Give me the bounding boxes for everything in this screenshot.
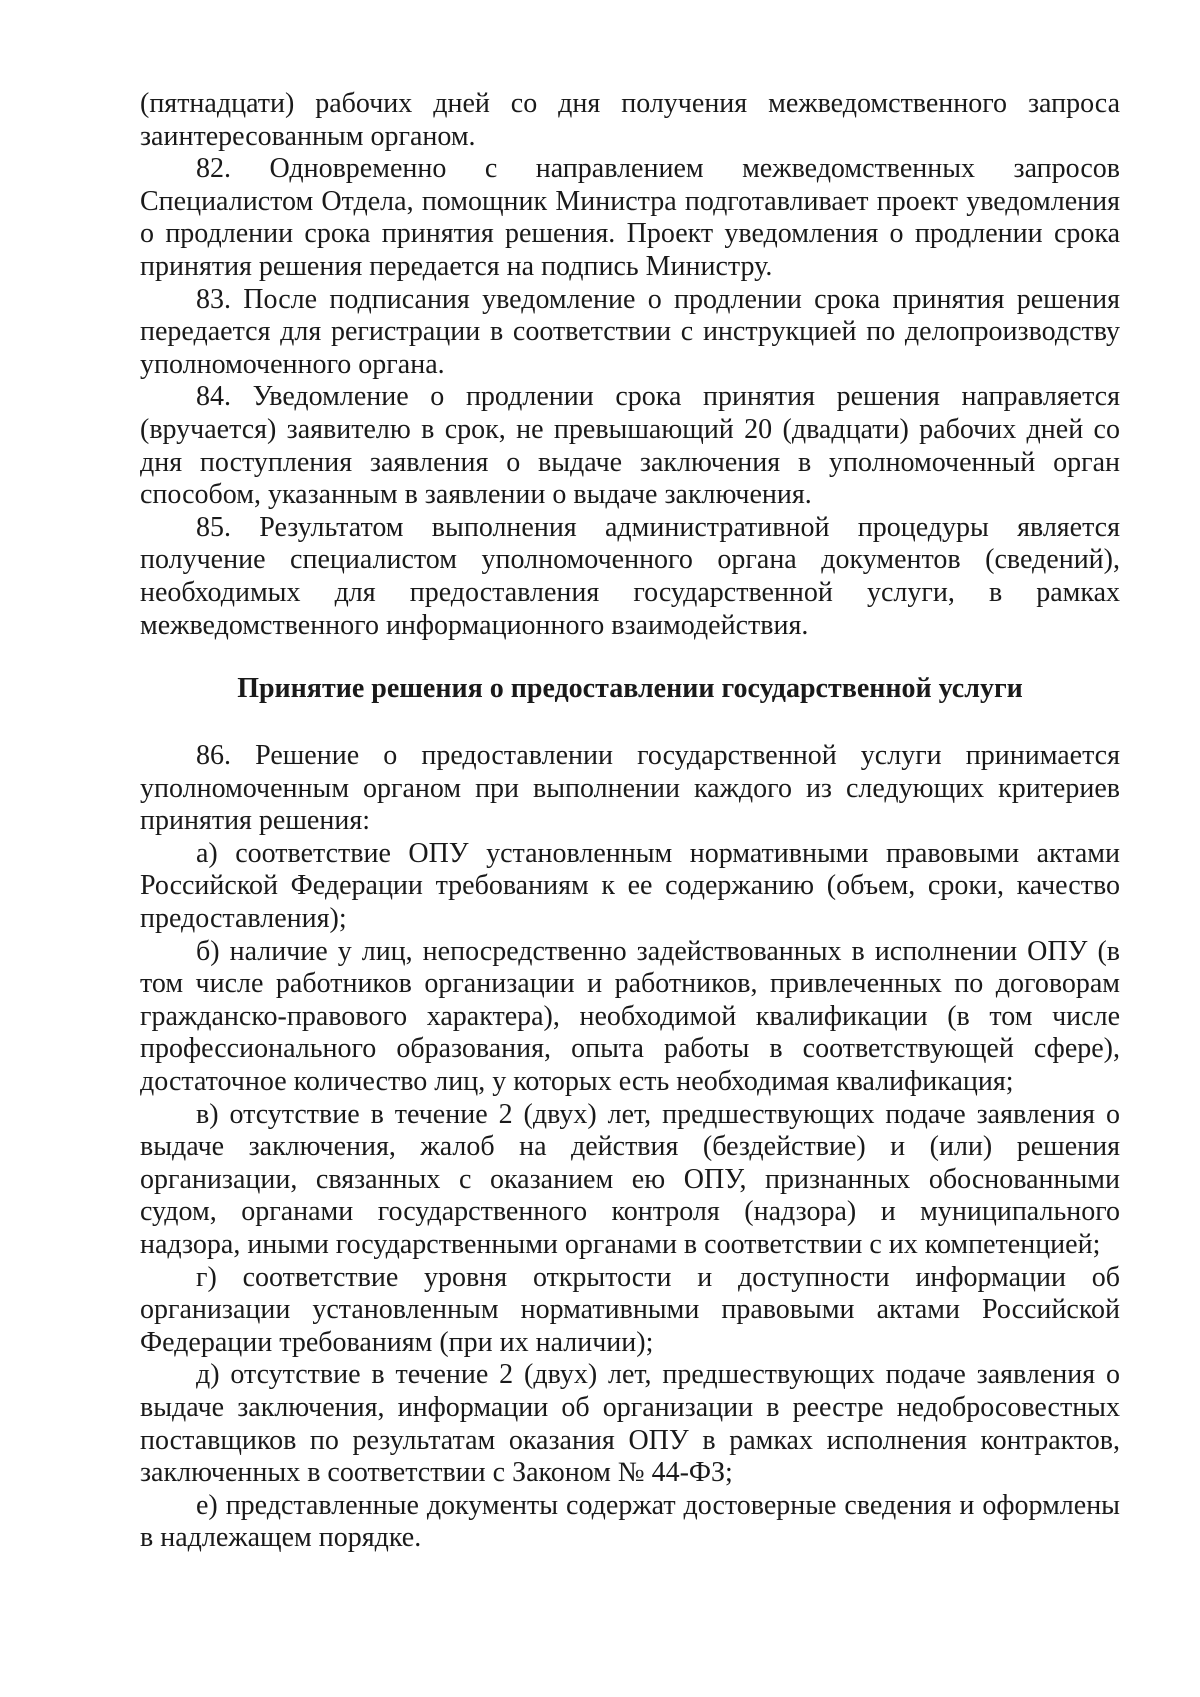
criterion-v: в) отсутствие в течение 2 (двух) лет, предшествующих подаче заявления о выдаче заключения, жалоб на действия (бездействие) и (или) решения организации, связанных с оказанием ею ОПУ, признанных обоснованными судом, органами государственного контроля (надзора) и муниципального надзора, иными государственными органами в соответствии с их компетенцией;: [140, 1098, 1120, 1260]
paragraph-84: 84. Уведомление о продлении срока принятия решения направляется (вручается) заявителю в срок, не превышающий 20 (двадцати) рабочих дней со дня поступления заявления о выдаче заключения в уполномоченный орган способом, указанным в заявлении о выдаче заключения.: [140, 381, 1120, 511]
criterion-a: а) соответствие ОПУ установленным нормативными правовыми актами Российской Федерации требованиям к ее содержанию (объем, сроки, качество предоставления);: [140, 837, 1120, 935]
paragraph-85: 85. Результатом выполнения административной процедуры является получение специалистом уполномоченного органа документов (сведений), необходимых для предоставления государственной услуги, в рамках межведомственного информационного взаимодействия.: [140, 511, 1120, 641]
section-heading: Принятие решения о предоставлении государственной услуги: [237, 673, 1023, 705]
criterion-e: е) представленные документы содержат достоверные сведения и оформлены в надлежащем порядке.: [140, 1489, 1120, 1554]
document-page: [140, 88, 1120, 1555]
paragraph-83: 83. После подписания уведомление о продлении срока принятия решения передается для регистрации в соответствии с инструкцией по делопроизводству уполномоченного органа.: [140, 283, 1120, 380]
paragraph-81-continuation: (пятнадцати) рабочих дней со дня получения межведомственного запроса заинтересованным органом.: [140, 88, 1120, 152]
criterion-d: д) отсутствие в течение 2 (двух) лет, предшествующих подаче заявления о выдаче заключения, информации об организации в реестре недобросовестных поставщиков по результатам оказания ОПУ в рамках исполнения контрактов, заключенных в соответствии с Законом № 44-ФЗ;: [140, 1359, 1120, 1489]
criterion-g: г) соответствие уровня открытости и доступности информации об организации установленным нормативными правовыми актами Российской Федерации требованиям (при их наличии);: [140, 1261, 1120, 1358]
paragraph-86: 86. Решение о предоставлении государственной услуги принимается уполномоченным органом при выполнении каждого из следующих критериев принятия решения:: [140, 740, 1120, 837]
criterion-b: б) наличие у лиц, непосредственно задействованных в исполнении ОПУ (в том числе работников организации и работников, привлеченных по договорам гражданско-правового характера), необходимой квалификации (в том числе профессионального образования, опыта работы в соответствующей сфере), достаточное количество лиц, у которых есть необходимая квалификация;: [140, 935, 1120, 1098]
paragraph-82: 82. Одновременно с направлением межведомственных запросов Специалистом Отдела, помощник Министра подготавливает проект уведомления о продлении срока принятия решения. Проект уведомления о продлении срока принятия решения передается на подпись Министру.: [140, 153, 1120, 282]
